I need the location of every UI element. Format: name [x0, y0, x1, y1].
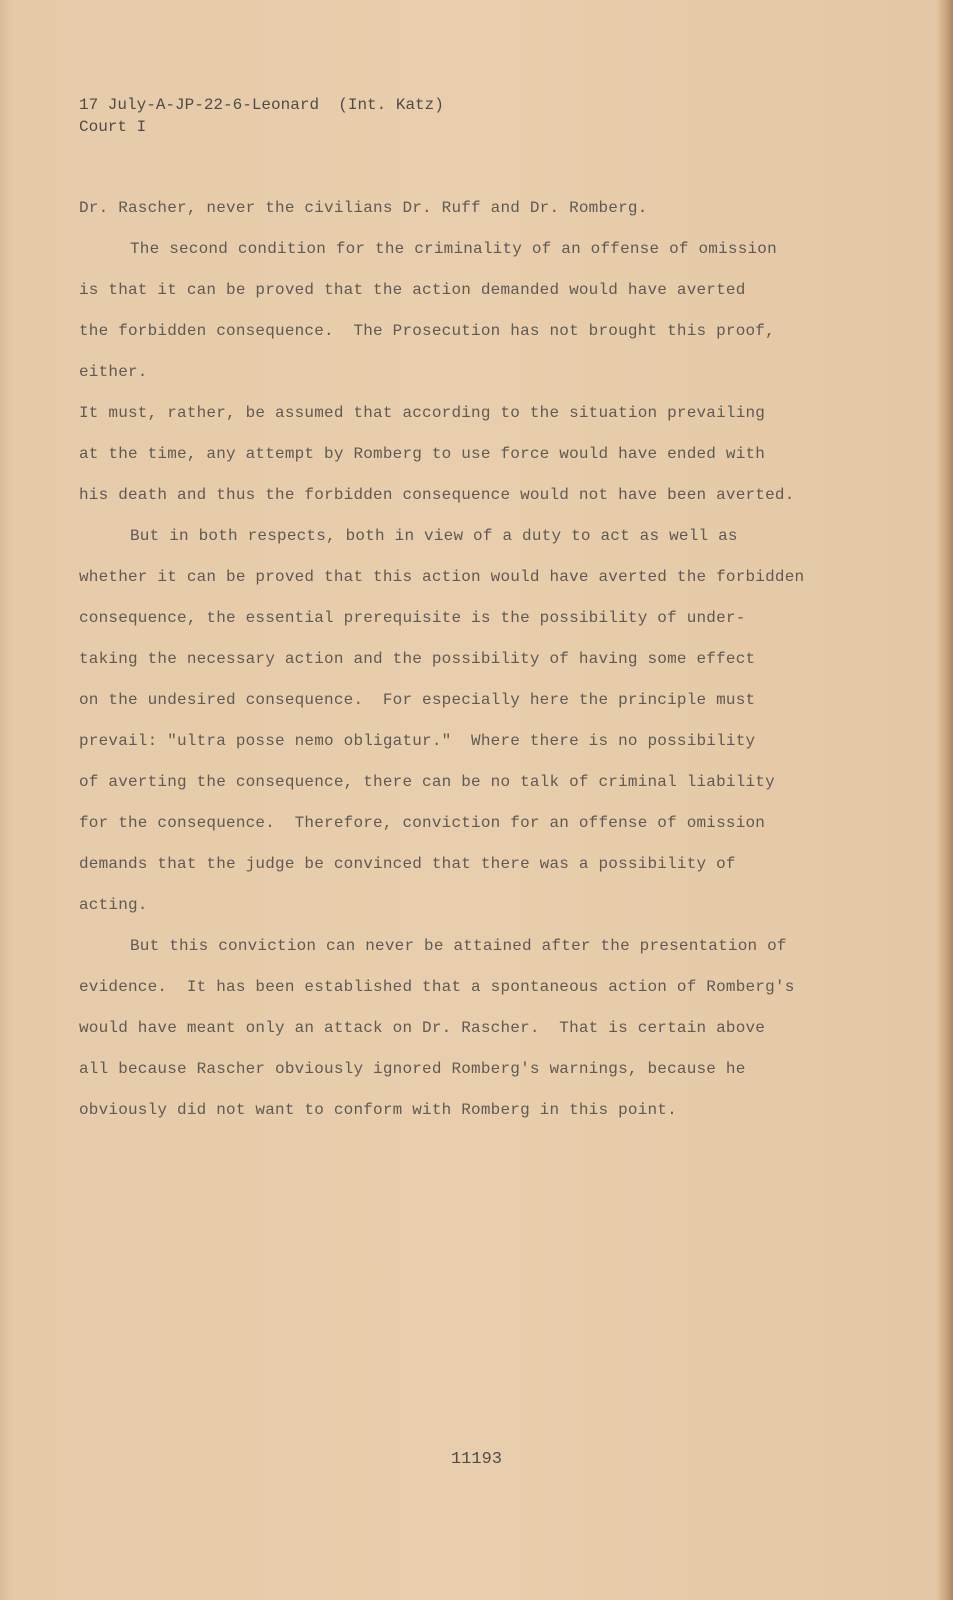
text-line: on the undesired consequence. For especially here the principle must [79, 691, 756, 709]
document-body [79, 188, 929, 1131]
text-line: his death and thus the forbidden consequence would not have been averted. [79, 486, 795, 504]
text-line: either. [79, 363, 148, 381]
text-line: is that it can be proved that the action demanded would have averted [79, 281, 746, 299]
paragraph [79, 516, 929, 926]
text-line: It must, rather, be assumed that according to the situation prevailing [79, 404, 766, 422]
text-line: But this conviction can never be attained after the presentation of [130, 937, 787, 955]
document-header [79, 94, 444, 138]
text-line: prevail: "ultra posse nemo obligatur." Where there is no possibility [79, 732, 756, 750]
paragraph [79, 188, 929, 229]
text-line: Dr. Rascher, never the civilians Dr. Ruff and Dr. Romberg. [79, 199, 648, 217]
court-line: Court I [79, 118, 147, 136]
text-line: whether it can be proved that this action would have averted the forbidden [79, 568, 805, 586]
text-line: demands that the judge be convinced that there was a possibility of [79, 855, 736, 873]
reference-line: 17 July-A-JP-22-6-Leonard (Int. Katz) [79, 96, 444, 114]
text-line: But in both respects, both in view of a duty to act as well as [130, 527, 738, 545]
text-line: acting. [79, 896, 148, 914]
text-line: taking the necessary action and the possibility of having some effect [79, 650, 756, 668]
text-line: the forbidden consequence. The Prosecution has not brought this proof, [79, 322, 775, 340]
text-line: of averting the consequence, there can be no talk of criminal liability [79, 773, 775, 791]
text-line: would have meant only an attack on Dr. Rascher. That is certain above [79, 1019, 766, 1037]
paragraph [79, 926, 929, 1131]
text-line: all because Rascher obviously ignored Romberg's warnings, because he [79, 1060, 746, 1078]
text-line: obviously did not want to conform with Romberg in this point. [79, 1101, 677, 1119]
text-line: for the consequence. Therefore, conviction for an offense of omission [79, 814, 766, 832]
text-line: at the time, any attempt by Romberg to use force would have ended with [79, 445, 766, 463]
text-line: evidence. It has been established that a spontaneous action of Romberg's [79, 978, 795, 996]
page-number: 11193 [450, 1450, 502, 1469]
text-line: The second condition for the criminality of an offense of omission [130, 240, 777, 258]
paragraph [79, 393, 929, 516]
paragraph [79, 229, 929, 393]
text-line: consequence, the essential prerequisite is the possibility of under- [79, 609, 746, 627]
